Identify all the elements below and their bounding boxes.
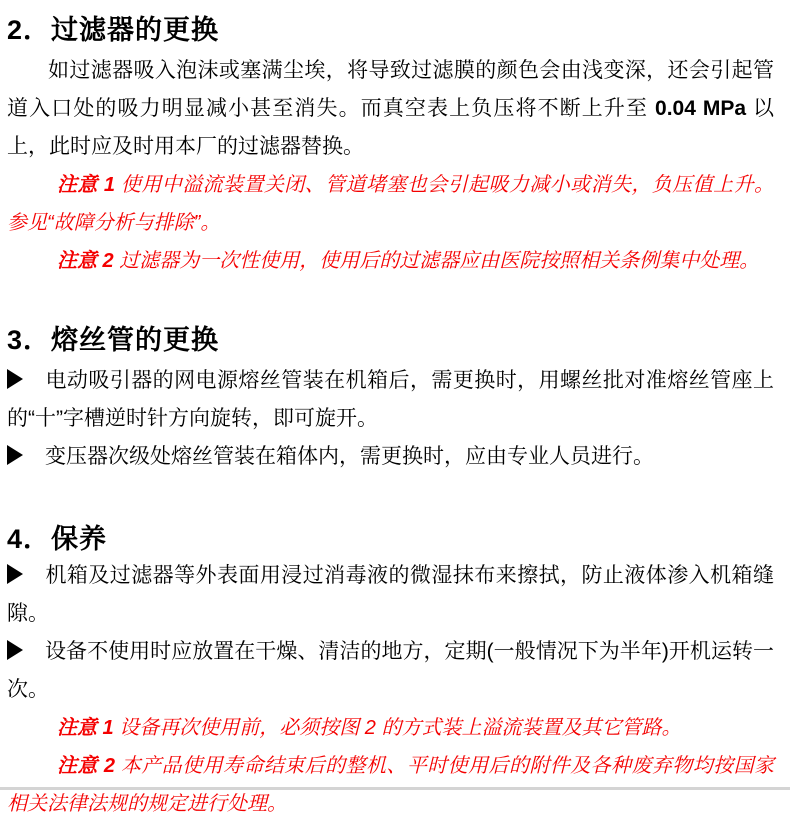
section-3-bullet-1: [7, 362, 774, 438]
note-text: 过滤器为一次性使用，使用后的过滤器应由医院按照相关条例集中处理。: [113, 250, 760, 272]
note-text: 本产品使用寿命结束后的整机、平时使用后的附件及各种废弃物均按国家相关法律法规的规定进行处理。: [7, 755, 774, 815]
note-text: 使用中溢流装置关闭、管道堵塞也会引起吸力减小或消失，负压值上升。参见“故障分析与排除”。: [7, 174, 774, 234]
paragraph-bold-value: 0.04 MPa: [655, 97, 747, 120]
note-text: 设备再次使用前，必须按图 2 的方式装上溢流装置及其它管路。: [113, 717, 682, 739]
section-4-bullet-1: [7, 557, 774, 633]
section-3-bullet-2: [7, 438, 774, 476]
bullet-text: 机箱及过滤器等外表面用浸过消毒液的微湿抹布来擦拭，防止液体渗入机箱缝隙。: [7, 564, 774, 625]
section-4-note-1: [7, 709, 774, 747]
section-4-note-2: [7, 747, 774, 823]
section-2-heading: 2．过滤器的更换: [7, 15, 220, 45]
right-triangle-bullet-icon: [7, 445, 23, 465]
manual-page: [0, 14, 790, 823]
right-triangle-bullet-icon: [7, 640, 23, 660]
bullet-text: 变压器次级处熔丝管装在箱体内，需更换时，应由专业人员进行。: [45, 445, 654, 468]
section-4-bullet-2: [7, 633, 774, 709]
section-2-note-2: [7, 242, 774, 280]
right-triangle-bullet-icon: [7, 564, 23, 584]
note-label: 注意 1: [57, 174, 115, 196]
section-2-note-1: [7, 166, 774, 242]
bullet-text: 电动吸引器的网电源熔丝管装在机箱后，需更换时，用螺丝批对准熔丝管座上的“十”字槽逆时针方向旋转，即可旋开。: [7, 369, 774, 430]
paragraph-text-after: 以上，此时应及时用本厂的过滤器替换。: [7, 97, 774, 158]
right-triangle-bullet-icon: [7, 369, 23, 389]
section-2-paragraph: [7, 52, 774, 166]
section-3-heading: 3．熔丝管的更换: [7, 325, 220, 355]
bullet-text: 设备不使用时应放置在干燥、清洁的地方，定期(一般情况下为半年)开机运转一次。: [7, 640, 774, 701]
note-label: 注意 1: [57, 717, 114, 739]
bottom-divider: [0, 787, 790, 790]
note-label: 注意 2: [57, 250, 114, 272]
note-label: 注意 2: [57, 755, 115, 777]
paragraph-text-before: 如过滤器吸入泡沫或塞满尘埃，将导致过滤膜的颜色会由浅变深，还会引起管道入口处的吸力明显减小甚至消失。而真空表上负压将不断上升至: [7, 59, 774, 120]
section-4-heading: 4．保养: [7, 524, 108, 554]
